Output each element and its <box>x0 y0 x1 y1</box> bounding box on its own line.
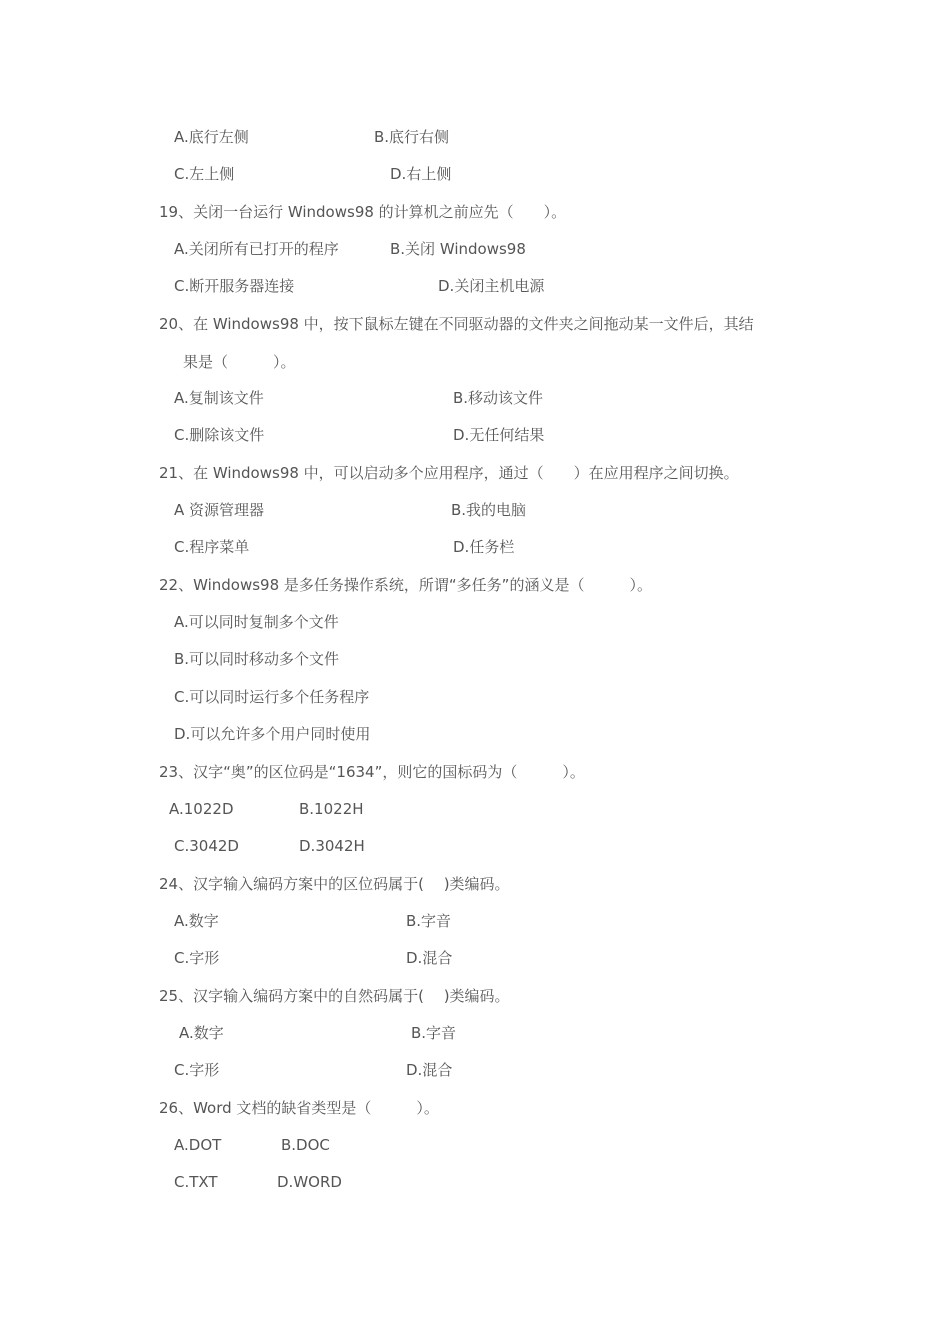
option-c: C.字形 <box>174 949 220 967</box>
option-b: B.字音 <box>406 912 452 930</box>
option-c: C.3042D <box>174 837 239 855</box>
option-c: C.断开服务器连接 <box>174 277 295 295</box>
option-d: D.关闭主机电源 <box>438 277 545 295</box>
option-d: D.任务栏 <box>453 538 515 556</box>
option-d: D.3042H <box>299 837 365 855</box>
option-a: A.数字 <box>174 912 219 930</box>
question-25: 25、汉字输入编码方案中的自然码属于( )类编码。 <box>159 987 510 1005</box>
question-26: 26、Word 文档的缺省类型是（ ）。 <box>159 1099 439 1117</box>
option-b: B.1022H <box>299 800 364 818</box>
option-a: A.关闭所有已打开的程序 <box>174 240 339 258</box>
option-c: C.程序菜单 <box>174 538 250 556</box>
question-19: 19、关闭一台运行 Windows98 的计算机之前应先（ ）。 <box>159 203 567 221</box>
option-b: B.我的电脑 <box>451 501 527 519</box>
option-a: A.DOT <box>174 1136 222 1154</box>
option-a: A.1022D <box>169 800 234 818</box>
option-c: C.可以同时运行多个任务程序 <box>174 688 370 706</box>
option-d: D.右上侧 <box>390 165 452 183</box>
question-21: 21、在 Windows98 中，可以启动多个应用程序，通过（ ）在应用程序之间切换。 <box>159 464 739 482</box>
option-a: A.复制该文件 <box>174 389 264 407</box>
question-24: 24、汉字输入编码方案中的区位码属于( )类编码。 <box>159 875 510 893</box>
option-c: C.TXT <box>174 1173 218 1191</box>
option-c: C.左上侧 <box>174 165 235 183</box>
question-23: 23、汉字“奥”的区位码是“1634”，则它的国标码为（ ）。 <box>159 763 585 781</box>
option-b: B.DOC <box>281 1136 330 1154</box>
question-20-continued: 果是（ ）。 <box>183 353 296 371</box>
option-d: D.可以允许多个用户同时使用 <box>174 725 371 743</box>
question-20: 20、在 Windows98 中，按下鼠标左键在不同驱动器的文件夹之间拖动某一文件后，其结 <box>159 315 754 333</box>
option-a: A 资源管理器 <box>174 501 265 519</box>
option-d: D.无任何结果 <box>453 426 545 444</box>
option-a: A.可以同时复制多个文件 <box>174 613 339 631</box>
option-b: B.移动该文件 <box>453 389 544 407</box>
option-d: D.混合 <box>406 949 453 967</box>
option-b: B.字音 <box>411 1024 457 1042</box>
option-b: B.底行右侧 <box>374 128 450 146</box>
option-a: A.数字 <box>179 1024 224 1042</box>
option-d: D.WORD <box>277 1173 342 1191</box>
question-22: 22、Windows98 是多任务操作系统，所谓“多任务”的涵义是（ ）。 <box>159 576 652 594</box>
option-c: C.删除该文件 <box>174 426 265 444</box>
option-c: C.字形 <box>174 1061 220 1079</box>
option-a: A.底行左侧 <box>174 128 249 146</box>
option-b: B.关闭 Windows98 <box>390 240 526 258</box>
option-d: D.混合 <box>406 1061 453 1079</box>
option-b: B.可以同时移动多个文件 <box>174 650 340 668</box>
